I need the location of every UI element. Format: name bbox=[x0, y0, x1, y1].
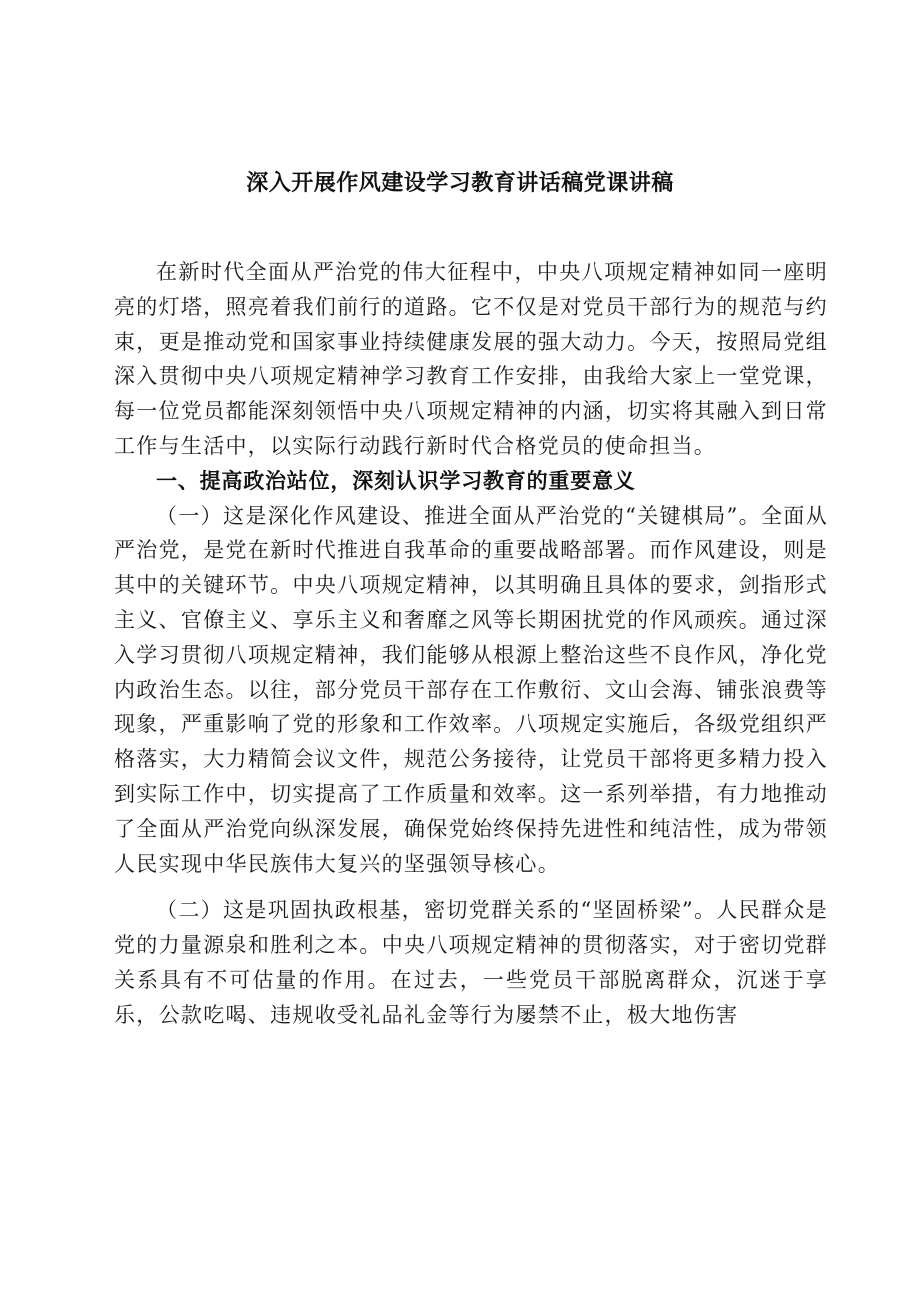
section-1-paragraph-2: （二）这是巩固执政根基，密切党群关系的“坚固桥梁”。人民群众是党的力量源泉和胜利之本。中央八项规定精神的贯彻落实，对于密切党群关系具有不可估量的作用。在过去，一些党员干部脱离群众，沉迷于享乐，公款吃喝、违规收受礼品礼金等行为屡禁不止，极大地伤害 bbox=[114, 898, 828, 1027]
section-heading-1: 一、提高政治站位，深刻认识学习教育的重要意义 bbox=[156, 468, 636, 493]
document-title: 深入开展作风建设学习教育讲话稿党课讲稿 bbox=[246, 171, 674, 196]
section-1-paragraph-1: （一）这是深化作风建设、推进全面从严治党的“关键棋局”。全面从严治党，是党在新时代推进自我革命的重要战略部署。而作风建设，则是其中的关键环节。中央八项规定精神，以其明确且具体的要求，剑指形式主义、官僚主义、享乐主义和奢靡之风等长期困扰党的作风顽疾。通过深入学习贯彻八项规定精神，我们能够从根源上整治这些不良作风，净化党内政治生态。以往，部分党员干部存在工作敷衍、文山会海、铺张浪费等现象，严重影响了党的形象和工作效率。八项规定实施后，各级党组织严格落实，大力精简会议文件，规范公务接待，让党员干部将更多精力投入到实际工作中，切实提高了工作质量和效率。这一系列举措，有力地推动了全面从严治党向纵深发展，确保党始终保持先进性和纯洁性，成为带领人民实现中华民族伟大复兴的坚强领导核心。 bbox=[114, 503, 828, 876]
document-body bbox=[114, 255, 828, 1033]
intro-paragraph: 在新时代全面从严治党的伟大征程中，中央八项规定精神如同一座明亮的灯塔，照亮着我们前行的道路。它不仅是对党员干部行为的规范与约束，更是推动党和国家事业持续健康发展的强大动力。今天，按照局党组深入贯彻中央八项规定精神学习教育工作安排，由我给大家上一堂党课，每一位党员都能深刻领悟中央八项规定精神的内涵，切实将其融入到日常工作与生活中，以实际行动践行新时代合格党员的使命担当。 bbox=[114, 260, 828, 458]
